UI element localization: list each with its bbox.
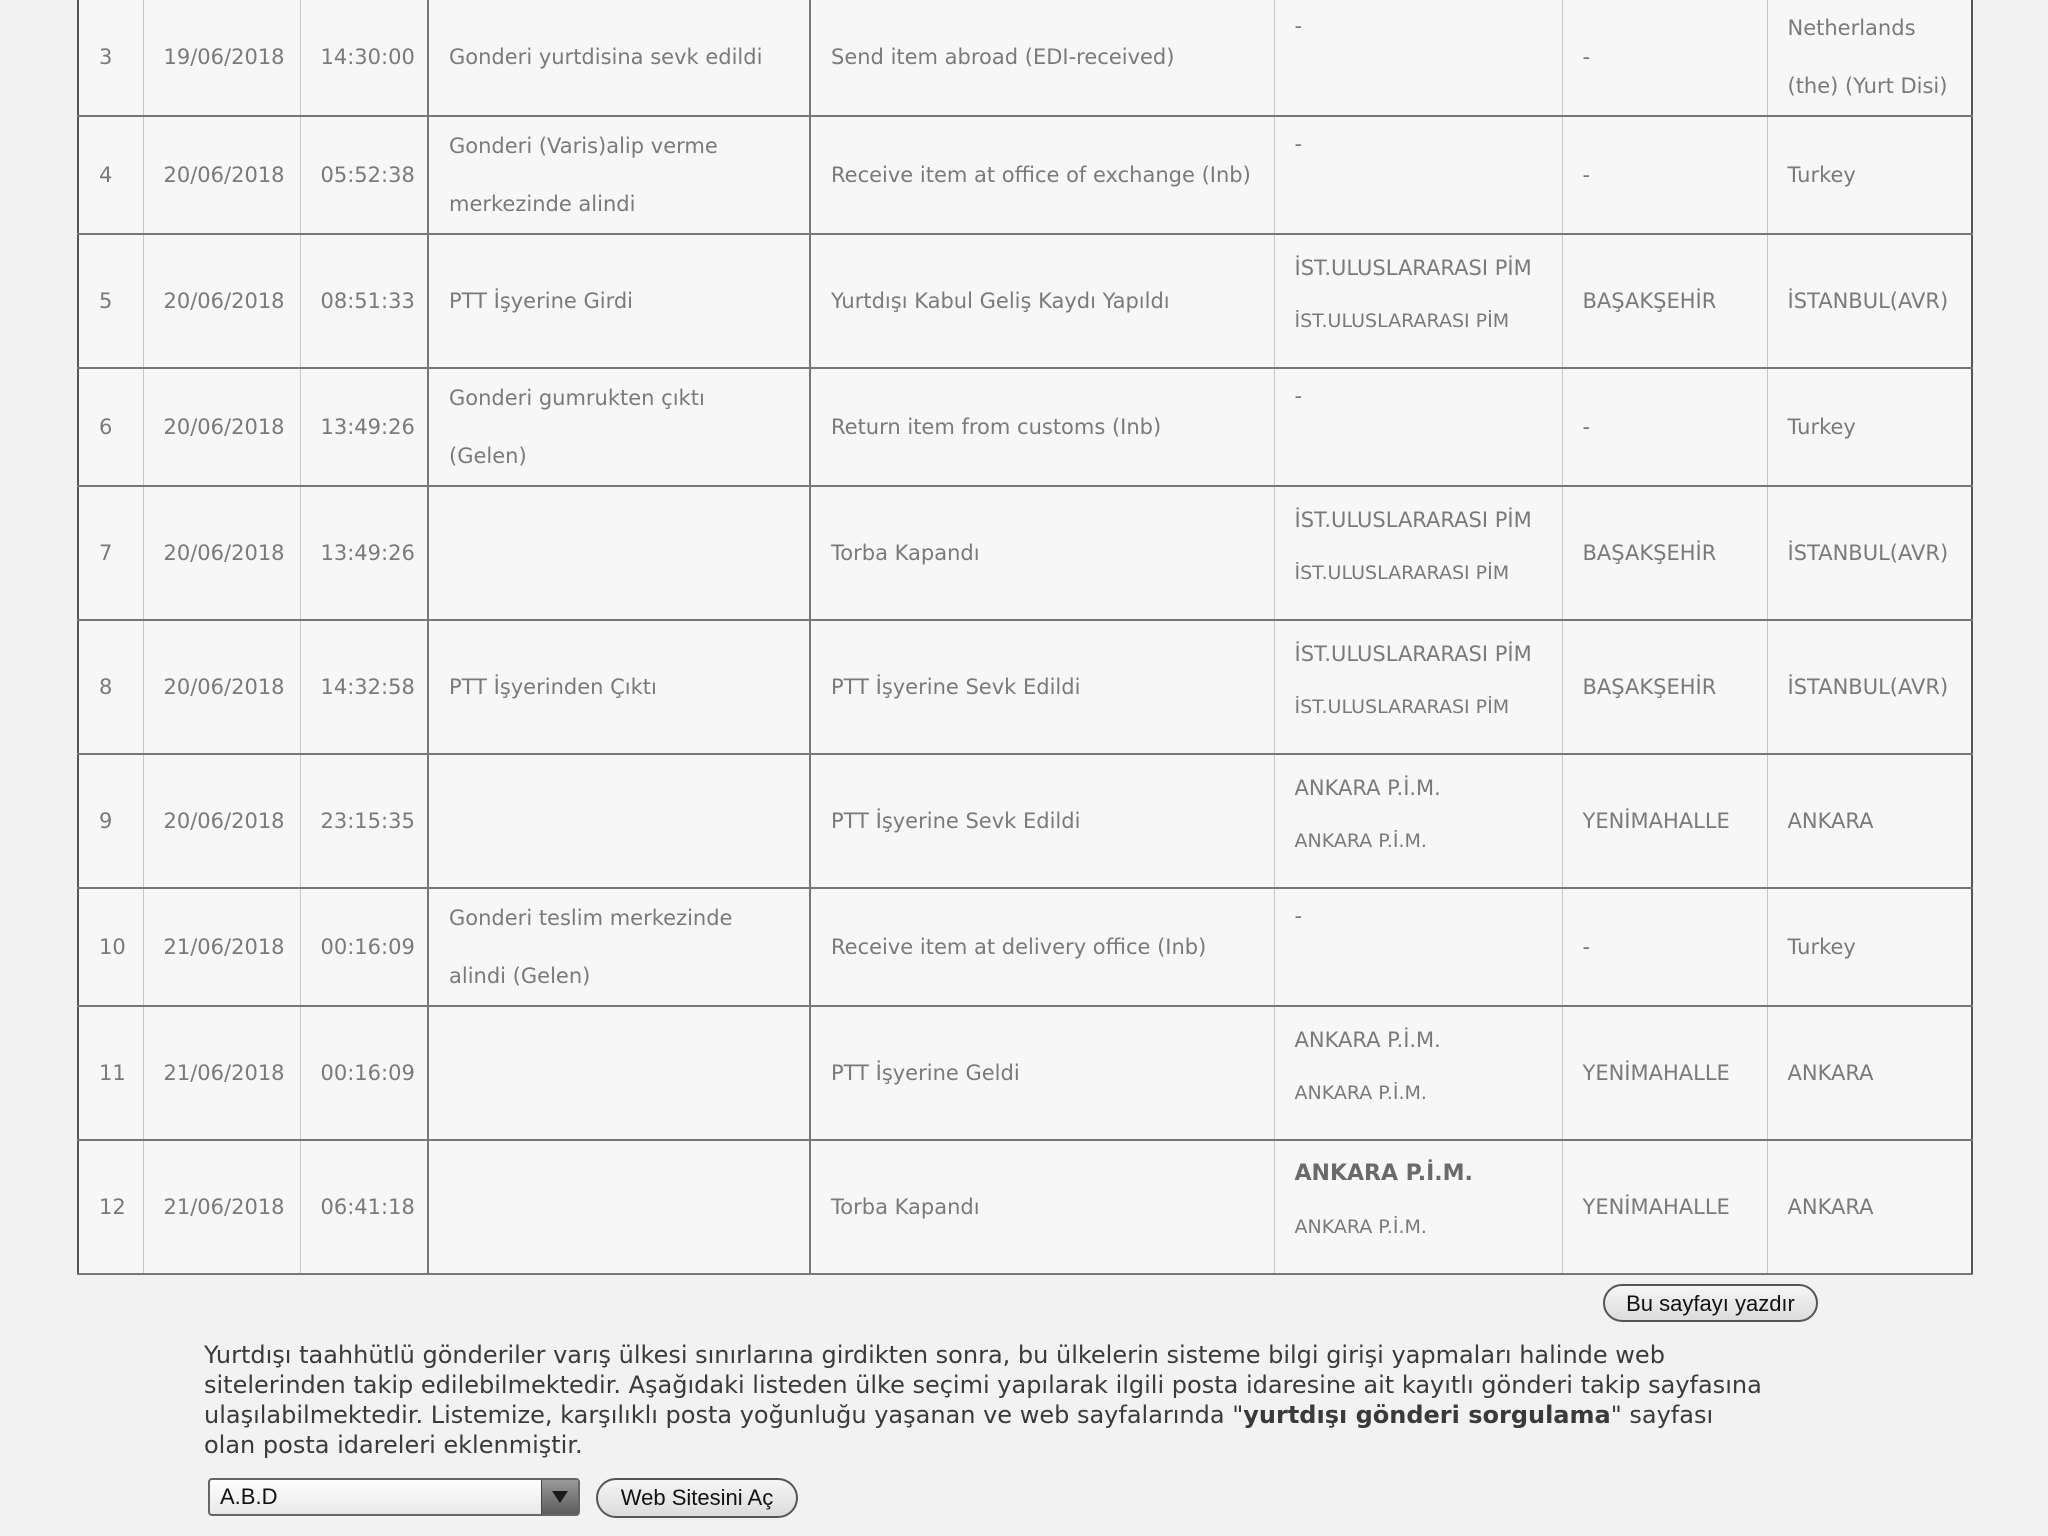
row-office (1274, 0, 1562, 116)
row-date: 20/06/2018 (143, 116, 300, 234)
row-event-en: Send item abroad (EDI-received) (810, 0, 1274, 116)
row-date: 20/06/2018 (143, 368, 300, 486)
row-office (1274, 1006, 1562, 1140)
office-name: İST.ULUSLARARASI PİM (1294, 256, 1532, 280)
row-time: 13:49:26 (300, 486, 428, 620)
row-office (1274, 620, 1562, 754)
office-name: - (1294, 132, 1303, 156)
row-time: 05:52:38 (300, 116, 428, 234)
row-time: 08:51:33 (300, 234, 428, 368)
office-subname: ANKARA P.İ.M. (1294, 1216, 1427, 1238)
row-district: - (1562, 368, 1767, 486)
row-event-en: Receive item at delivery office (Inb) (810, 888, 1274, 1006)
row-event-en: Receive item at office of exchange (Inb) (810, 116, 1274, 234)
international-tracking-info (204, 1340, 1764, 1460)
office-subname: İST.ULUSLARARASI PİM (1294, 696, 1510, 718)
row-time: 13:49:26 (300, 368, 428, 486)
row-date: 20/06/2018 (143, 620, 300, 754)
row-district: YENİMAHALLE (1562, 1006, 1767, 1140)
row-office (1274, 116, 1562, 234)
office-subname: ANKARA P.İ.M. (1294, 1082, 1427, 1104)
row-date: 21/06/2018 (143, 1006, 300, 1140)
row-city: Turkey (1767, 888, 1972, 1006)
row-event-tr: Gonderi yurtdisina sevk edildi (428, 0, 810, 116)
row-date: 20/06/2018 (143, 234, 300, 368)
table-row (78, 116, 1972, 234)
row-event-en: PTT İşyerine Sevk Edildi (810, 754, 1274, 888)
country-select-value: A.B.D (220, 1484, 278, 1509)
table-row (78, 0, 1972, 116)
row-district: YENİMAHALLE (1562, 1140, 1767, 1274)
row-date: 19/06/2018 (143, 0, 300, 116)
row-time: 14:32:58 (300, 620, 428, 754)
table-row (78, 1006, 1972, 1140)
office-subname: İST.ULUSLARARASI PİM (1294, 562, 1510, 584)
row-number: 12 (78, 1140, 143, 1274)
row-district: BAŞAKŞEHİR (1562, 486, 1767, 620)
row-district: - (1562, 0, 1767, 116)
row-time: 00:16:09 (300, 888, 428, 1006)
row-event-tr: PTT İşyerine Girdi (428, 234, 810, 368)
table-row (78, 888, 1972, 1006)
row-number: 5 (78, 234, 143, 368)
row-office (1274, 754, 1562, 888)
table-row (78, 234, 1972, 368)
row-date: 21/06/2018 (143, 888, 300, 1006)
row-event-en: Torba Kapandı (810, 1140, 1274, 1274)
row-event-en: Torba Kapandı (810, 486, 1274, 620)
row-number: 10 (78, 888, 143, 1006)
row-event-tr (428, 754, 810, 888)
row-city: ANKARA (1767, 1006, 1972, 1140)
office-name: ANKARA P.İ.M. (1294, 1161, 1473, 1186)
office-name: - (1294, 384, 1303, 408)
row-office (1274, 368, 1562, 486)
row-district: - (1562, 116, 1767, 234)
table-row (78, 368, 1972, 486)
office-subname: ANKARA P.İ.M. (1294, 830, 1427, 852)
table-row (78, 620, 1972, 754)
row-city: İSTANBUL(AVR) (1767, 486, 1972, 620)
row-event-tr (428, 1006, 810, 1140)
row-date: 21/06/2018 (143, 1140, 300, 1274)
row-event-tr: Gonderi gumrukten çıktı (Gelen) (428, 368, 810, 486)
row-event-en: PTT İşyerine Geldi (810, 1006, 1274, 1140)
row-event-en: Return item from customs (Inb) (810, 368, 1274, 486)
office-name: ANKARA P.İ.M. (1294, 1028, 1441, 1052)
row-city: ANKARA (1767, 754, 1972, 888)
office-name: İST.ULUSLARARASI PİM (1294, 508, 1532, 532)
row-event-tr: Gonderi (Varis)alip verme merkezinde alindi (428, 116, 810, 234)
row-event-tr: PTT İşyerinden Çıktı (428, 620, 810, 754)
row-office (1274, 486, 1562, 620)
row-city: İSTANBUL(AVR) (1767, 234, 1972, 368)
row-event-tr (428, 486, 810, 620)
row-city: Netherlands (the) (Yurt Disi) (1767, 0, 1972, 116)
office-name: İST.ULUSLARARASI PİM (1294, 642, 1532, 666)
open-website-button[interactable]: Web Sitesini Aç (596, 1478, 798, 1518)
table-row (78, 486, 1972, 620)
row-number: 7 (78, 486, 143, 620)
row-time: 06:41:18 (300, 1140, 428, 1274)
row-office (1274, 888, 1562, 1006)
row-district: BAŞAKŞEHİR (1562, 620, 1767, 754)
row-number: 8 (78, 620, 143, 754)
tracking-table (77, 0, 1973, 1275)
office-name: - (1294, 904, 1303, 928)
info-text-part2: " sayfası olan posta idareleri eklenmiştir. (204, 1401, 1714, 1459)
row-district: - (1562, 888, 1767, 1006)
row-date: 20/06/2018 (143, 754, 300, 888)
info-text-bold: yurtdışı gönderi sorgulama (1243, 1401, 1611, 1429)
row-event-en: Yurtdışı Kabul Geliş Kaydı Yapıldı (810, 234, 1274, 368)
row-event-tr: Gonderi teslim merkezinde alindi (Gelen) (428, 888, 810, 1006)
office-subname: İST.ULUSLARARASI PİM (1294, 310, 1510, 332)
country-select[interactable] (208, 1478, 580, 1516)
office-name: - (1294, 14, 1303, 38)
row-district: BAŞAKŞEHİR (1562, 234, 1767, 368)
row-event-tr (428, 1140, 810, 1274)
row-number: 4 (78, 116, 143, 234)
row-number: 6 (78, 368, 143, 486)
table-row (78, 1140, 1972, 1274)
office-name: ANKARA P.İ.M. (1294, 776, 1441, 800)
row-office (1274, 1140, 1562, 1274)
row-number: 11 (78, 1006, 143, 1140)
row-number: 3 (78, 0, 143, 116)
info-text-part1: Yurtdışı taahhütlü gönderiler varış ülkesi sınırlarına girdikten sonra, bu ülkelerin sisteme bilgi girişi yapmaları halinde web sitelerinden takip edilebilmektedir. Aşağıdaki listeden ülke seçimi yapılarak ilgili posta idaresine ait kayıtlı gönderi takip sayfasına ulaşılabilmektedir. Listemize, karşılıklı posta yoğunluğu yaşanan ve web sayfalarında " (204, 1341, 1762, 1429)
row-office (1274, 234, 1562, 368)
row-time: 14:30:00 (300, 0, 428, 116)
row-city: İSTANBUL(AVR) (1767, 620, 1972, 754)
row-time: 00:16:09 (300, 1006, 428, 1140)
row-number: 9 (78, 754, 143, 888)
row-time: 23:15:35 (300, 754, 428, 888)
row-district: YENİMAHALLE (1562, 754, 1767, 888)
chevron-down-icon[interactable] (541, 1480, 578, 1514)
row-date: 20/06/2018 (143, 486, 300, 620)
row-city: ANKARA (1767, 1140, 1972, 1274)
row-event-en: PTT İşyerine Sevk Edildi (810, 620, 1274, 754)
row-city: Turkey (1767, 368, 1972, 486)
table-row (78, 754, 1972, 888)
tracking-table-body (78, 0, 1972, 1274)
row-city: Turkey (1767, 116, 1972, 234)
print-page-button[interactable]: Bu sayfayı yazdır (1603, 1284, 1818, 1322)
